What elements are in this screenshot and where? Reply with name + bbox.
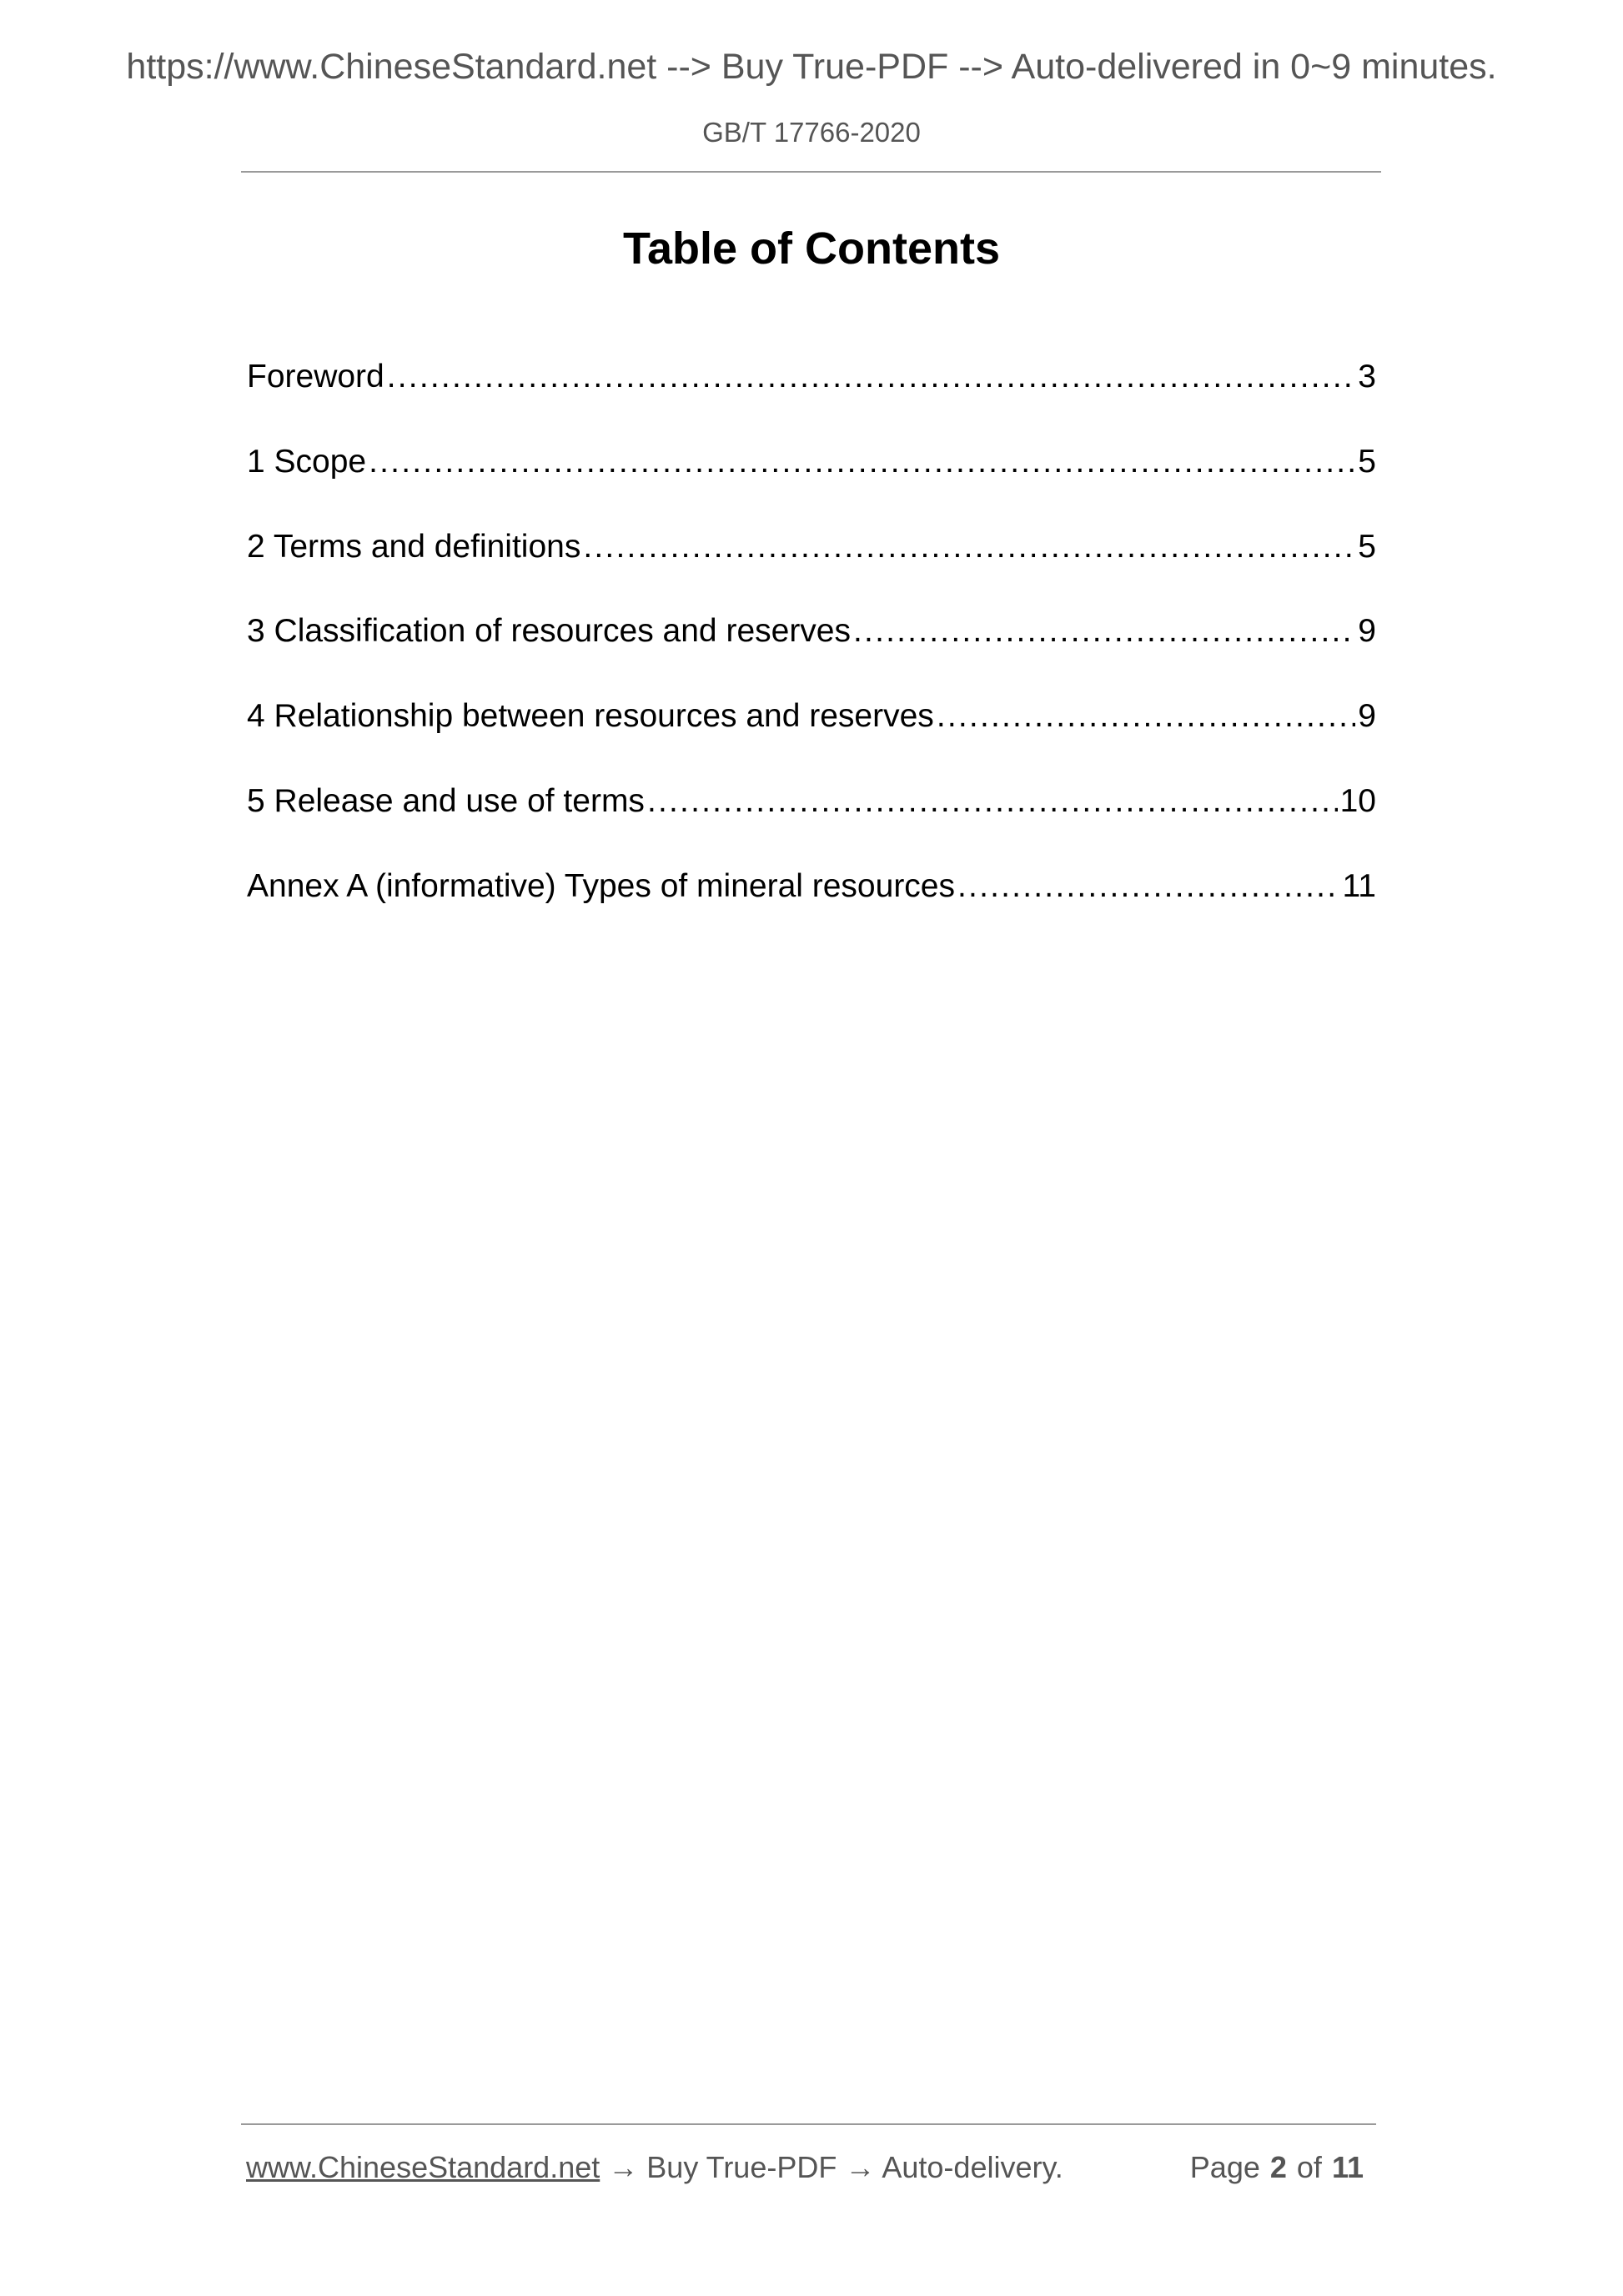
footer-step-delivery: Auto-delivery. — [882, 2150, 1063, 2184]
toc-entry-label: 1 Scope — [247, 443, 367, 480]
toc-entry-page: 3 — [1358, 359, 1376, 394]
dot-leader — [387, 356, 1356, 398]
footer-step-buy: Buy True-PDF — [646, 2150, 837, 2184]
toc-entry-release[interactable] — [247, 781, 1376, 866]
toc-entry-page: 5 — [1358, 528, 1376, 565]
toc-entry-label: 4 Relationship between resources and reserves — [247, 698, 934, 735]
toc-entry-page: 9 — [1358, 698, 1376, 735]
document-code: GB/T 17766-2020 — [702, 117, 921, 148]
dot-leader — [369, 441, 1355, 483]
toc-entry-scope[interactable] — [247, 441, 1376, 526]
table-of-contents — [247, 356, 1376, 951]
toc-entry-label: Annex A (informative) Types of mineral resources — [247, 867, 955, 904]
toc-entry-label: 3 Classification of resources and reserves — [247, 613, 851, 650]
page-indicator — [1190, 2149, 1364, 2186]
toc-entry-label: Foreword — [247, 359, 384, 394]
toc-entry-terms[interactable] — [247, 526, 1376, 611]
page-total: 11 — [1331, 2150, 1364, 2184]
dot-leader — [583, 526, 1355, 568]
toc-title: Table of Contents — [623, 224, 1000, 274]
toc-entry-label: 2 Terms and definitions — [247, 528, 581, 565]
footer-divider — [241, 2123, 1376, 2125]
dot-leader — [957, 866, 1340, 907]
toc-entry-page: 10 — [1339, 782, 1376, 819]
toc-entry-page: 11 — [1342, 867, 1376, 904]
dot-leader — [937, 696, 1355, 737]
dot-leader — [853, 610, 1355, 652]
footer-promo — [246, 2149, 1190, 2186]
header-banner: https://www.ChineseStandard.net --> Buy True-PDF --> Auto-delivered in 0~9 minutes. — [126, 47, 1497, 87]
footer-website-link[interactable]: www.ChineseStandard.net — [246, 2150, 600, 2184]
page-of: of — [1296, 2150, 1322, 2184]
toc-entry-foreword[interactable] — [247, 356, 1376, 441]
arrow-right-icon: → — [608, 2150, 639, 2184]
dot-leader — [647, 781, 1338, 822]
toc-entry-page: 5 — [1358, 443, 1376, 480]
toc-entry-classification[interactable] — [247, 610, 1376, 696]
toc-entry-annex-a[interactable] — [247, 866, 1376, 951]
header-divider — [241, 171, 1381, 173]
page-current: 2 — [1269, 2150, 1287, 2184]
toc-entry-relationship[interactable] — [247, 696, 1376, 781]
arrow-right-icon: → — [845, 2150, 876, 2184]
toc-entry-page: 9 — [1358, 613, 1376, 650]
toc-entry-label: 5 Release and use of terms — [247, 782, 645, 819]
page-label: Page — [1189, 2150, 1260, 2184]
page-footer — [246, 2149, 1364, 2186]
